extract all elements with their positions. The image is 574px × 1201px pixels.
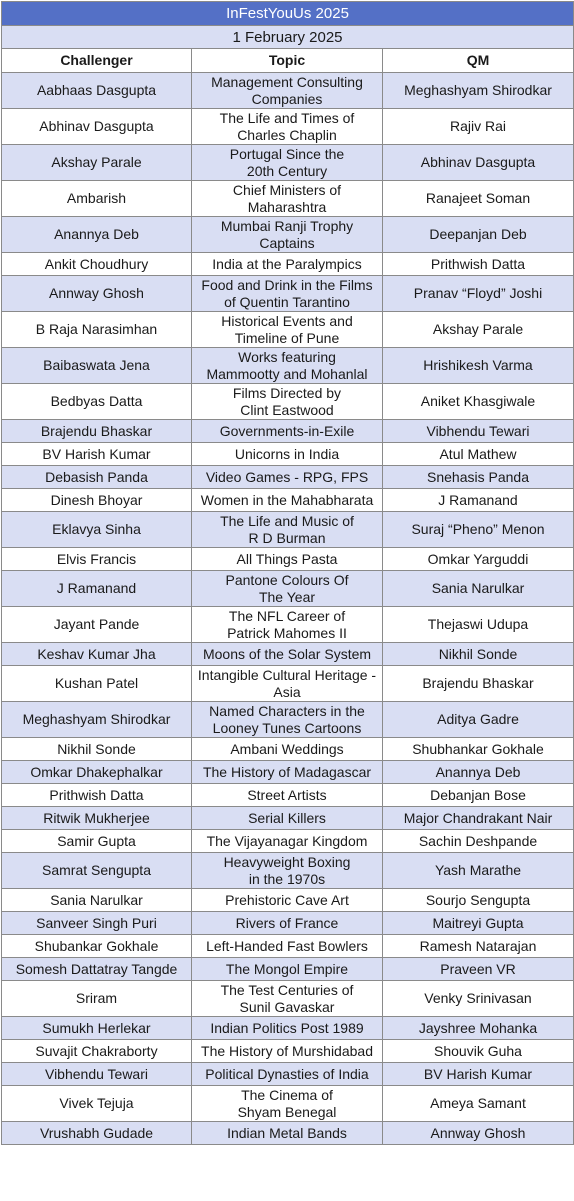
sheet-title: InFestYouUs 2025 bbox=[2, 2, 574, 26]
table-row bbox=[2, 666, 574, 702]
qm-cell: Debanjan Bose bbox=[383, 784, 574, 807]
topic-cell bbox=[192, 73, 383, 109]
topic-line: Food and Drink in the Films bbox=[201, 276, 373, 293]
topic-line: The NFL Career of bbox=[228, 607, 346, 624]
table-row bbox=[2, 384, 574, 420]
table-row bbox=[2, 889, 574, 912]
table-row bbox=[2, 548, 574, 571]
topic-line: Timeline of Pune bbox=[234, 329, 340, 346]
topic-line: 20th Century bbox=[246, 162, 328, 179]
qm-cell: Sachin Deshpande bbox=[383, 830, 574, 853]
table-row bbox=[2, 348, 574, 384]
topic-cell bbox=[192, 109, 383, 145]
qm-cell: Maitreyi Gupta bbox=[383, 912, 574, 935]
topic-cell bbox=[192, 1040, 383, 1063]
topic-line: Sunil Gavaskar bbox=[239, 998, 335, 1015]
title-row bbox=[2, 2, 574, 26]
topic-line: R D Burman bbox=[248, 529, 326, 546]
topic-cell bbox=[192, 643, 383, 666]
topic-line: The Life and Times of bbox=[219, 109, 355, 126]
topic-cell bbox=[192, 571, 383, 607]
topic-cell bbox=[192, 912, 383, 935]
table-row bbox=[2, 784, 574, 807]
qm-cell: Suraj “Pheno” Menon bbox=[383, 512, 574, 548]
topic-cell bbox=[192, 312, 383, 348]
challenger-cell: Ambarish bbox=[2, 181, 192, 217]
challenger-cell: Kushan Patel bbox=[2, 666, 192, 702]
topic-line: Indian Politics Post 1989 bbox=[210, 1019, 364, 1036]
topic-line: The Life and Music of bbox=[220, 512, 354, 529]
challenger-cell: J Ramanand bbox=[2, 571, 192, 607]
qm-cell: Akshay Parale bbox=[383, 312, 574, 348]
table-row bbox=[2, 466, 574, 489]
header-topic: Topic bbox=[192, 49, 383, 73]
challenger-cell: B Raja Narasimhan bbox=[2, 312, 192, 348]
table-row bbox=[2, 253, 574, 276]
challenger-cell: Abhinav Dasgupta bbox=[2, 109, 192, 145]
challenger-cell: Nikhil Sonde bbox=[2, 738, 192, 761]
challenger-cell: Dinesh Bhoyar bbox=[2, 489, 192, 512]
challenger-cell: Jayant Pande bbox=[2, 607, 192, 643]
topic-cell bbox=[192, 384, 383, 420]
table-row bbox=[2, 935, 574, 958]
topic-cell bbox=[192, 1086, 383, 1122]
topic-cell bbox=[192, 276, 383, 312]
qm-cell: Omkar Yarguddi bbox=[383, 548, 574, 571]
table-row bbox=[2, 73, 574, 109]
qm-cell: Sourjo Sengupta bbox=[383, 889, 574, 912]
table-row bbox=[2, 1122, 574, 1145]
qm-cell: Jayshree Mohanka bbox=[383, 1017, 574, 1040]
qm-cell: Nikhil Sonde bbox=[383, 643, 574, 666]
table-row bbox=[2, 830, 574, 853]
topic-cell bbox=[192, 761, 383, 784]
table-row bbox=[2, 981, 574, 1017]
topic-cell bbox=[192, 1122, 383, 1145]
challenger-cell: Omkar Dhakephalkar bbox=[2, 761, 192, 784]
topic-line: Captains bbox=[259, 234, 315, 251]
date-row bbox=[2, 26, 574, 49]
qm-cell: Abhinav Dasgupta bbox=[383, 145, 574, 181]
challenger-cell: Prithwish Datta bbox=[2, 784, 192, 807]
table-row bbox=[2, 912, 574, 935]
table-row bbox=[2, 702, 574, 738]
qm-cell: Yash Marathe bbox=[383, 853, 574, 889]
qm-cell: Ameya Samant bbox=[383, 1086, 574, 1122]
table-row bbox=[2, 607, 574, 643]
topic-line: Portugal Since the bbox=[229, 145, 345, 162]
topic-line: Works featuring bbox=[238, 348, 336, 365]
qm-cell: Brajendu Bhaskar bbox=[383, 666, 574, 702]
challenger-cell: Sumukh Herlekar bbox=[2, 1017, 192, 1040]
topic-line: All Things Pasta bbox=[236, 550, 338, 567]
topic-line: The Year bbox=[258, 588, 316, 605]
table-row bbox=[2, 571, 574, 607]
qm-cell: Sania Narulkar bbox=[383, 571, 574, 607]
topic-line: Patrick Mahomes II bbox=[227, 624, 347, 641]
topic-line: Management Consulting bbox=[211, 73, 363, 90]
challenger-cell: Suvajit Chakraborty bbox=[2, 1040, 192, 1063]
qm-cell: Anannya Deb bbox=[383, 761, 574, 784]
table-row bbox=[2, 443, 574, 466]
topic-cell bbox=[192, 784, 383, 807]
topic-line: The History of Madagascar bbox=[202, 763, 372, 780]
topic-line: Clint Eastwood bbox=[240, 401, 334, 418]
table-row bbox=[2, 312, 574, 348]
table-row bbox=[2, 807, 574, 830]
topic-line: Charles Chaplin bbox=[237, 126, 337, 143]
topic-line: The Test Centuries of bbox=[220, 981, 354, 998]
qm-cell: BV Harish Kumar bbox=[383, 1063, 574, 1086]
topic-line: Women in the Mahabharata bbox=[200, 491, 374, 508]
challenger-cell: Vrushabh Gudade bbox=[2, 1122, 192, 1145]
topic-cell bbox=[192, 830, 383, 853]
challenger-cell: Meghashyam Shirodkar bbox=[2, 702, 192, 738]
challenger-cell: Bedbyas Datta bbox=[2, 384, 192, 420]
challenger-cell: Samrat Sengupta bbox=[2, 853, 192, 889]
qm-cell: Annway Ghosh bbox=[383, 1122, 574, 1145]
challenger-cell: Aabhaas Dasgupta bbox=[2, 73, 192, 109]
qm-cell: Meghashyam Shirodkar bbox=[383, 73, 574, 109]
table-row bbox=[2, 1063, 574, 1086]
topic-cell bbox=[192, 666, 383, 702]
topic-cell bbox=[192, 466, 383, 489]
qm-cell: Praveen VR bbox=[383, 958, 574, 981]
topic-cell bbox=[192, 958, 383, 981]
topic-cell bbox=[192, 512, 383, 548]
challenger-cell: Keshav Kumar Jha bbox=[2, 643, 192, 666]
qm-cell: Venky Srinivasan bbox=[383, 981, 574, 1017]
table-row bbox=[2, 1040, 574, 1063]
topic-cell bbox=[192, 935, 383, 958]
topic-line: Street Artists bbox=[247, 786, 327, 803]
challenger-cell: Vivek Tejuja bbox=[2, 1086, 192, 1122]
table-row bbox=[2, 761, 574, 784]
challenger-cell: Anannya Deb bbox=[2, 217, 192, 253]
challenger-cell: Shubankar Gokhale bbox=[2, 935, 192, 958]
topic-cell bbox=[192, 443, 383, 466]
challenger-cell: Sania Narulkar bbox=[2, 889, 192, 912]
challenger-cell: Vibhendu Tewari bbox=[2, 1063, 192, 1086]
topic-cell bbox=[192, 489, 383, 512]
topic-line: Historical Events and bbox=[221, 312, 353, 329]
topic-line: Moons of the Solar System bbox=[202, 645, 372, 662]
table-row bbox=[2, 181, 574, 217]
topic-cell bbox=[192, 181, 383, 217]
topic-line: Maharashtra bbox=[247, 198, 327, 215]
topic-line: Chief Ministers of bbox=[232, 181, 342, 198]
topic-cell bbox=[192, 548, 383, 571]
topic-line: Intangible Cultural Heritage - bbox=[197, 666, 377, 683]
topic-line: The Cinema of bbox=[241, 1086, 333, 1103]
qm-cell: Pranav “Floyd” Joshi bbox=[383, 276, 574, 312]
topic-cell bbox=[192, 738, 383, 761]
qm-cell: Rajiv Rai bbox=[383, 109, 574, 145]
table-row bbox=[2, 276, 574, 312]
challenger-cell: Ankit Choudhury bbox=[2, 253, 192, 276]
topic-line: Named Characters in the bbox=[209, 702, 365, 719]
topic-line: India at the Paralympics bbox=[212, 255, 362, 272]
qm-cell: Prithwish Datta bbox=[383, 253, 574, 276]
topic-cell bbox=[192, 807, 383, 830]
qm-cell: Ramesh Natarajan bbox=[383, 935, 574, 958]
table-row bbox=[2, 1017, 574, 1040]
topic-cell bbox=[192, 981, 383, 1017]
table-row bbox=[2, 217, 574, 253]
event-date: 1 February 2025 bbox=[2, 26, 574, 49]
qm-cell: Shouvik Guha bbox=[383, 1040, 574, 1063]
topic-line: Unicorns in India bbox=[234, 445, 340, 462]
challenger-cell: Sanveer Singh Puri bbox=[2, 912, 192, 935]
topic-line: The Vijayanagar Kingdom bbox=[206, 832, 368, 849]
table-row bbox=[2, 738, 574, 761]
qm-cell: Atul Mathew bbox=[383, 443, 574, 466]
topic-line: Pantone Colours Of bbox=[225, 571, 349, 588]
topic-cell bbox=[192, 889, 383, 912]
topic-cell bbox=[192, 607, 383, 643]
qm-cell: Aditya Gadre bbox=[383, 702, 574, 738]
topic-line: Left-Handed Fast Bowlers bbox=[206, 937, 368, 954]
header-challenger: Challenger bbox=[2, 49, 192, 73]
topic-line: The History of Murshidabad bbox=[201, 1042, 373, 1059]
topic-line: in the 1970s bbox=[248, 870, 326, 887]
topic-line: of Quentin Tarantino bbox=[224, 293, 350, 310]
topic-line: Companies bbox=[251, 90, 323, 107]
topic-cell bbox=[192, 217, 383, 253]
table-row bbox=[2, 420, 574, 443]
topic-line: Heavyweight Boxing bbox=[223, 853, 351, 870]
topic-cell bbox=[192, 145, 383, 181]
challenger-cell: BV Harish Kumar bbox=[2, 443, 192, 466]
topic-line: Political Dynasties of India bbox=[205, 1065, 369, 1082]
qm-cell: Major Chandrakant Nair bbox=[383, 807, 574, 830]
topic-line: Shyam Benegal bbox=[237, 1103, 337, 1120]
table-row bbox=[2, 643, 574, 666]
topic-cell bbox=[192, 853, 383, 889]
qm-cell: Vibhendu Tewari bbox=[383, 420, 574, 443]
topic-line: Rivers of France bbox=[235, 914, 339, 931]
qm-cell: Deepanjan Deb bbox=[383, 217, 574, 253]
table-row bbox=[2, 489, 574, 512]
table-body bbox=[2, 73, 574, 1145]
topic-cell bbox=[192, 702, 383, 738]
challenger-cell: Eklavya Sinha bbox=[2, 512, 192, 548]
table-row bbox=[2, 853, 574, 889]
topic-line: Looney Tunes Cartoons bbox=[212, 719, 362, 736]
table-row bbox=[2, 1086, 574, 1122]
topic-line: Video Games - RPG, FPS bbox=[205, 468, 369, 485]
header-row bbox=[2, 49, 574, 73]
table-row bbox=[2, 512, 574, 548]
qm-cell: Thejaswi Udupa bbox=[383, 607, 574, 643]
qm-cell: Aniket Khasgiwale bbox=[383, 384, 574, 420]
table-row bbox=[2, 109, 574, 145]
challenger-cell: Elvis Francis bbox=[2, 548, 192, 571]
challenger-cell: Annway Ghosh bbox=[2, 276, 192, 312]
header-qm: QM bbox=[383, 49, 574, 73]
qm-cell: Hrishikesh Varma bbox=[383, 348, 574, 384]
table-row bbox=[2, 958, 574, 981]
topic-cell bbox=[192, 1063, 383, 1086]
challenger-cell: Debasish Panda bbox=[2, 466, 192, 489]
topic-line: Governments-in-Exile bbox=[219, 422, 355, 439]
topic-line: Mammootty and Mohanlal bbox=[206, 365, 368, 382]
qm-cell: Ranajeet Soman bbox=[383, 181, 574, 217]
challenger-cell: Brajendu Bhaskar bbox=[2, 420, 192, 443]
topic-line: Mumbai Ranji Trophy bbox=[220, 217, 354, 234]
challenger-cell: Somesh Dattatray Tangde bbox=[2, 958, 192, 981]
challenger-cell: Ritwik Mukherjee bbox=[2, 807, 192, 830]
topic-line: Films Directed by bbox=[232, 384, 342, 401]
challenger-cell: Akshay Parale bbox=[2, 145, 192, 181]
challenger-cell: Baibaswata Jena bbox=[2, 348, 192, 384]
qm-cell: J Ramanand bbox=[383, 489, 574, 512]
qm-cell: Shubhankar Gokhale bbox=[383, 738, 574, 761]
schedule-table bbox=[1, 1, 574, 1145]
challenger-cell: Sriram bbox=[2, 981, 192, 1017]
topic-line: Ambani Weddings bbox=[230, 740, 344, 757]
table-row bbox=[2, 145, 574, 181]
challenger-cell: Samir Gupta bbox=[2, 830, 192, 853]
topic-cell bbox=[192, 348, 383, 384]
topic-cell bbox=[192, 1017, 383, 1040]
topic-line: Prehistoric Cave Art bbox=[225, 891, 349, 908]
topic-cell bbox=[192, 420, 383, 443]
topic-line: Indian Metal Bands bbox=[227, 1124, 347, 1141]
qm-cell: Snehasis Panda bbox=[383, 466, 574, 489]
topic-line: Serial Killers bbox=[248, 809, 326, 826]
topic-cell bbox=[192, 253, 383, 276]
topic-line: The Mongol Empire bbox=[225, 960, 349, 977]
topic-line: Asia bbox=[273, 683, 301, 700]
